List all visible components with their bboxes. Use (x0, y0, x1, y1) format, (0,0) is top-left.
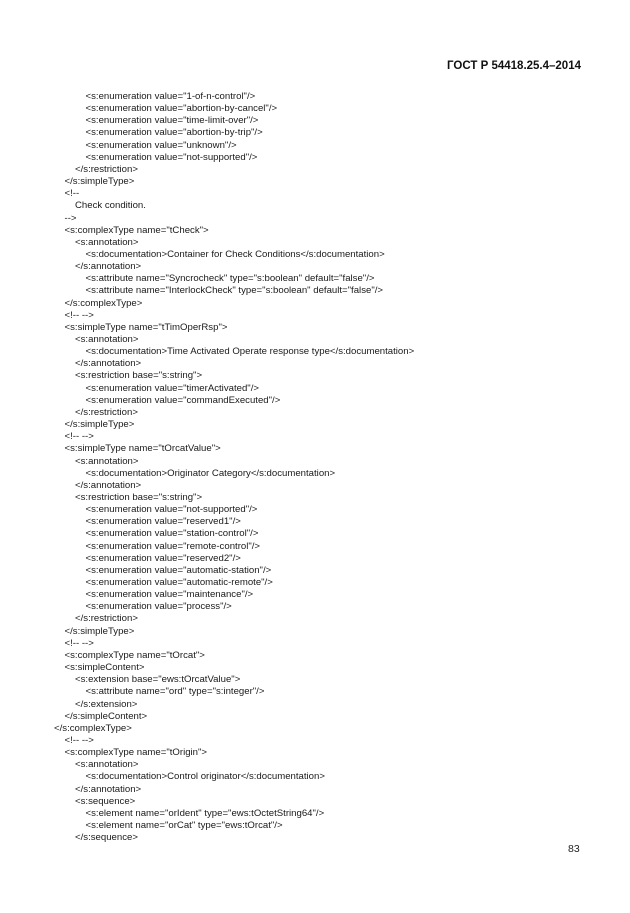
code-line: </s:sequence> (75, 832, 138, 844)
code-line: </s:annotation> (75, 783, 142, 795)
code-line: <s:enumeration value="abortion-by-trip"/> (85, 127, 263, 139)
code-line: </s:simpleType> (64, 419, 135, 431)
code-line: <s:attribute name="ord" type="s:integer"/> (85, 686, 265, 698)
code-line: <s:attribute name="Syncrocheck" type="s:boolean" default="false"/> (85, 273, 375, 285)
code-line: </s:annotation> (75, 358, 142, 370)
code-line: <!-- --> (64, 309, 94, 321)
code-line: </s:restriction> (75, 163, 138, 175)
code-line: <s:enumeration value="unknown"/> (85, 139, 237, 151)
code-line: <s:enumeration value="reserved2"/> (85, 552, 241, 564)
code-line: <s:enumeration value="automatic-station"/> (85, 564, 272, 576)
code-line: <!-- (64, 188, 80, 200)
code-line: </s:complexType> (64, 297, 143, 309)
code-line: <s:enumeration value="station-control"/> (85, 528, 259, 540)
code-line: <s:complexType name="tCheck"> (64, 224, 209, 236)
code-line: <s:element name="orCat" type="ews:tOrcat"/> (85, 820, 283, 831)
code-line: <s:attribute name="InterlockCheck" type="s:boolean" default="false"/> (85, 285, 383, 297)
code-line: <s:restriction base="s:string"> (75, 370, 203, 382)
code-line: <s:annotation> (75, 759, 139, 771)
code-line: <s:annotation> (75, 236, 139, 248)
code-line: <!-- --> (64, 431, 94, 443)
code-line: --> (64, 212, 77, 224)
code-line: <s:simpleType name="tOrcatValue"> (64, 443, 221, 455)
code-line: <s:enumeration value="commandExecuted"/> (85, 394, 281, 406)
code-line: <s:simpleContent> (64, 662, 145, 674)
code-line: <s:documentation>Control originator</s:documentation> (85, 771, 325, 783)
code-line: <s:extension base="ews:tOrcatValue"> (75, 674, 241, 686)
code-line: <s:enumeration value="timerActivated"/> (85, 382, 259, 394)
code-line: </s:annotation> (75, 261, 142, 273)
code-line: <s:enumeration value="1-of-n-control"/> (85, 91, 256, 102)
code-line: <s:documentation>Originator Category</s:documentation> (85, 467, 336, 479)
code-line: <s:enumeration value="automatic-remote"/> (85, 577, 273, 588)
code-line: Check condition. (75, 200, 146, 212)
code-line: <s:enumeration value="not-supported"/> (85, 151, 258, 163)
code-line: <!-- --> (64, 637, 94, 649)
code-line: <s:enumeration value="reserved1"/> (85, 516, 241, 528)
code-line: </s:annotation> (75, 479, 142, 491)
code-line: <s:sequence> (75, 795, 136, 807)
code-line: <s:complexType name="tOrcat"> (64, 649, 205, 661)
code-line: </s:extension> (75, 698, 138, 710)
code-line: <s:enumeration value="abortion-by-cancel"/> (85, 103, 278, 115)
document-standard-header: ГОСТ Р 54418.25.4–2014 (447, 60, 581, 72)
code-line: <s:complexType name="tOrigin"> (64, 747, 208, 759)
code-line: <s:enumeration value="process"/> (85, 601, 232, 613)
code-line: <!-- --> (64, 734, 94, 746)
code-line: <s:simpleType name="tTimOperRsp"> (64, 321, 228, 333)
code-line: <s:enumeration value="remote-control"/> (85, 540, 261, 552)
code-line: </s:simpleType> (64, 176, 135, 188)
page-number: 83 (568, 843, 580, 855)
code-line: <s:element name="orIdent" type="ews:tOctetString64"/> (85, 807, 325, 819)
code-line: </s:simpleContent> (64, 710, 148, 722)
code-line: </s:simpleType> (64, 625, 135, 637)
code-line: </s:complexType> (54, 722, 132, 734)
code-line: <s:documentation>Time Activated Operate response type</s:documentation> (85, 346, 415, 358)
code-line: <s:annotation> (75, 455, 139, 467)
code-line: </s:restriction> (75, 406, 138, 418)
code-line: <s:documentation>Container for Check Conditions</s:documentation> (85, 248, 385, 260)
code-line: <s:enumeration value="maintenance"/> (85, 589, 254, 601)
code-line: <s:enumeration value="not-supported"/> (85, 504, 258, 516)
code-line: <s:restriction base="s:string"> (75, 491, 203, 503)
code-line: <s:annotation> (75, 334, 139, 345)
code-line: <s:enumeration value="time-limit-over"/> (85, 115, 259, 127)
code-line: </s:restriction> (75, 613, 138, 625)
